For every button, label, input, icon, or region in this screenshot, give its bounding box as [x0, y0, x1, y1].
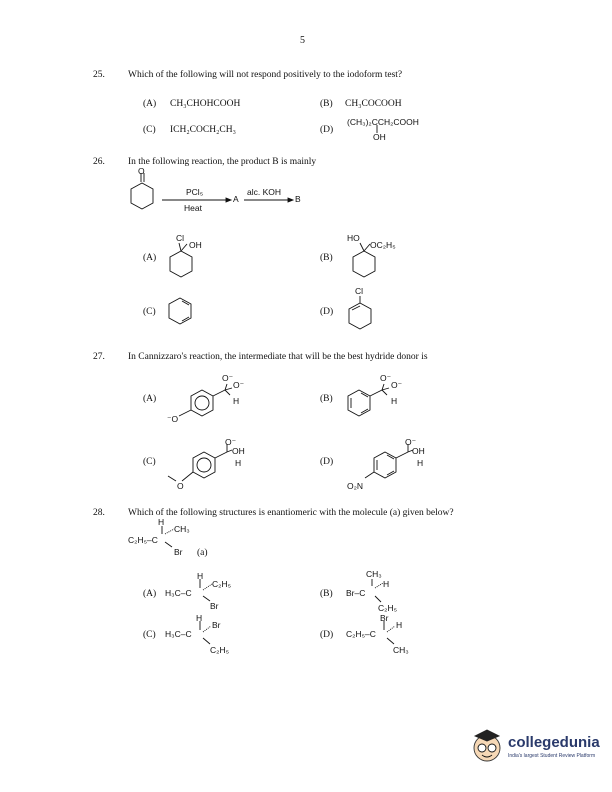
q28-a-left: H₃C–C	[165, 588, 192, 598]
q26-a-cl: Cl	[176, 233, 185, 243]
q26-reagent1: PCl₅	[186, 187, 204, 197]
q28-d-label: (D)	[320, 630, 334, 640]
q25-text: Which of the following will not respond positively to the iodoform test?	[128, 70, 403, 80]
q27-text: In Cannizzaro's reaction, the intermediate that will be the best hydride donor is	[128, 352, 428, 362]
q28-a-h: H	[197, 571, 204, 581]
q26-arrow2	[244, 197, 294, 203]
logo-tagline: India's largest Student Review Platform	[508, 753, 596, 759]
q27-b-o2: O⁻	[391, 380, 403, 390]
q25-c-label: (C)	[143, 125, 156, 135]
q25-d-bond	[375, 125, 379, 135]
q28-mol-ch3: CH₃	[174, 524, 190, 534]
q26-product-a: A	[233, 194, 239, 204]
q28-a-bonds	[196, 578, 226, 608]
q28-mol-bonds	[158, 524, 188, 554]
q26-product-b: B	[295, 194, 301, 204]
q28-a-label: (A)	[143, 589, 157, 599]
q28-c-bonds	[196, 620, 226, 650]
q27-c-oh: OH	[232, 446, 245, 456]
q27-b-label: (B)	[320, 394, 333, 404]
q27-c-label: (C)	[143, 457, 156, 467]
q28-mol-h: H	[158, 517, 165, 527]
q26-start-oxygen: O	[138, 166, 145, 176]
q27-c-h: H	[235, 458, 242, 468]
q28-d-h: H	[396, 620, 403, 630]
q27-d-h: H	[417, 458, 424, 468]
page-number: 5	[300, 35, 305, 46]
q27-d-o: O⁻	[405, 437, 417, 447]
q26-d-molecule	[345, 294, 385, 340]
q27-d-sub: O₂N	[347, 481, 364, 491]
q26-a-label: (A)	[143, 253, 157, 263]
q26-b-ho: HO	[347, 233, 360, 243]
q28-c-br: Br	[212, 620, 221, 630]
q28-d-br: Br	[380, 613, 389, 623]
q27-d-oh: OH	[412, 446, 425, 456]
q28-mol-left: C₂H₅–C	[128, 535, 158, 545]
q27-a-o2: O⁻	[233, 380, 245, 390]
q26-reagent2: alc. KOH	[247, 187, 282, 197]
mascot-icon	[470, 728, 504, 764]
q28-c-label: (C)	[143, 630, 156, 640]
q26-b-label: (B)	[320, 253, 333, 263]
q28-b-h: H	[383, 579, 390, 589]
q26-b-molecule	[348, 242, 388, 282]
q26-text: In the following reaction, the product B is mainly	[128, 157, 317, 167]
q28-a-right: C₂H₅	[212, 579, 232, 589]
q27-b-h: H	[391, 396, 398, 406]
q25-d-label: (D)	[320, 125, 334, 135]
q28-d-bottom: CH₃	[393, 645, 409, 655]
q28-b-label: (B)	[320, 589, 333, 599]
q28-b-left: Br–C	[346, 588, 366, 598]
q25-c-text: ICH₂COCH₂CH₃	[170, 125, 236, 135]
q27-a-label: (A)	[143, 394, 157, 404]
q26-b-oc2h5: OC₂H₅	[370, 240, 396, 250]
q28-mol-br: Br	[174, 547, 183, 557]
q25-a-text: CH₃CHOHCOOH	[170, 99, 241, 109]
q28-c-left: H₃C–C	[165, 629, 192, 639]
q27-d-molecule	[345, 444, 425, 490]
q27-number: 27.	[93, 352, 105, 362]
q26-start-molecule	[125, 173, 165, 221]
q27-c-o: O⁻	[225, 437, 237, 447]
q25-d-text: (CH₃)₂CCH₂COOH	[347, 117, 419, 127]
q27-b-o1: O⁻	[380, 373, 392, 383]
q25-number: 25.	[93, 70, 105, 80]
q28-text: Which of the following structures is enantiomeric with the molecule (a) given below?	[128, 508, 454, 518]
q28-b-bottom: C₂H₅	[378, 603, 398, 613]
q26-c-molecule	[164, 296, 204, 332]
q26-d-label: (D)	[320, 307, 334, 317]
q27-a-molecule	[172, 384, 242, 424]
q26-number: 26.	[93, 157, 105, 167]
q27-c-molecule	[160, 444, 240, 490]
logo-name: collegedunia	[508, 734, 600, 751]
q26-d-cl: Cl	[355, 286, 364, 296]
q27-c-sub: O	[177, 481, 184, 491]
q28-mol-label: (a)	[197, 548, 208, 558]
q27-d-label: (D)	[320, 457, 334, 467]
q27-a-sub: ⁻O	[167, 414, 179, 424]
q28-d-left: C₂H₅–C	[346, 629, 376, 639]
q28-b-bonds	[368, 578, 398, 608]
q25-a-label: (A)	[143, 99, 157, 109]
q26-a-molecule	[165, 242, 205, 282]
q28-d-bonds	[380, 620, 410, 650]
q27-a-h: H	[233, 396, 240, 406]
q27-b-molecule	[335, 384, 405, 424]
q25-b-label: (B)	[320, 99, 333, 109]
q28-c-h: H	[196, 613, 203, 623]
q25-b-text: CH₃COCOOH	[345, 99, 402, 109]
q28-number: 28.	[93, 508, 105, 518]
q28-b-top: CH₃	[366, 569, 382, 579]
q28-a-br: Br	[210, 601, 219, 611]
q26-condition1: Heat	[184, 203, 202, 213]
q25-d-oh: OH	[373, 132, 386, 142]
q27-a-o1: O⁻	[222, 373, 234, 383]
collegedunia-logo	[470, 728, 600, 768]
q26-a-oh: OH	[189, 240, 202, 250]
q28-c-bottom: C₂H₅	[210, 645, 230, 655]
q26-c-label: (C)	[143, 307, 156, 317]
